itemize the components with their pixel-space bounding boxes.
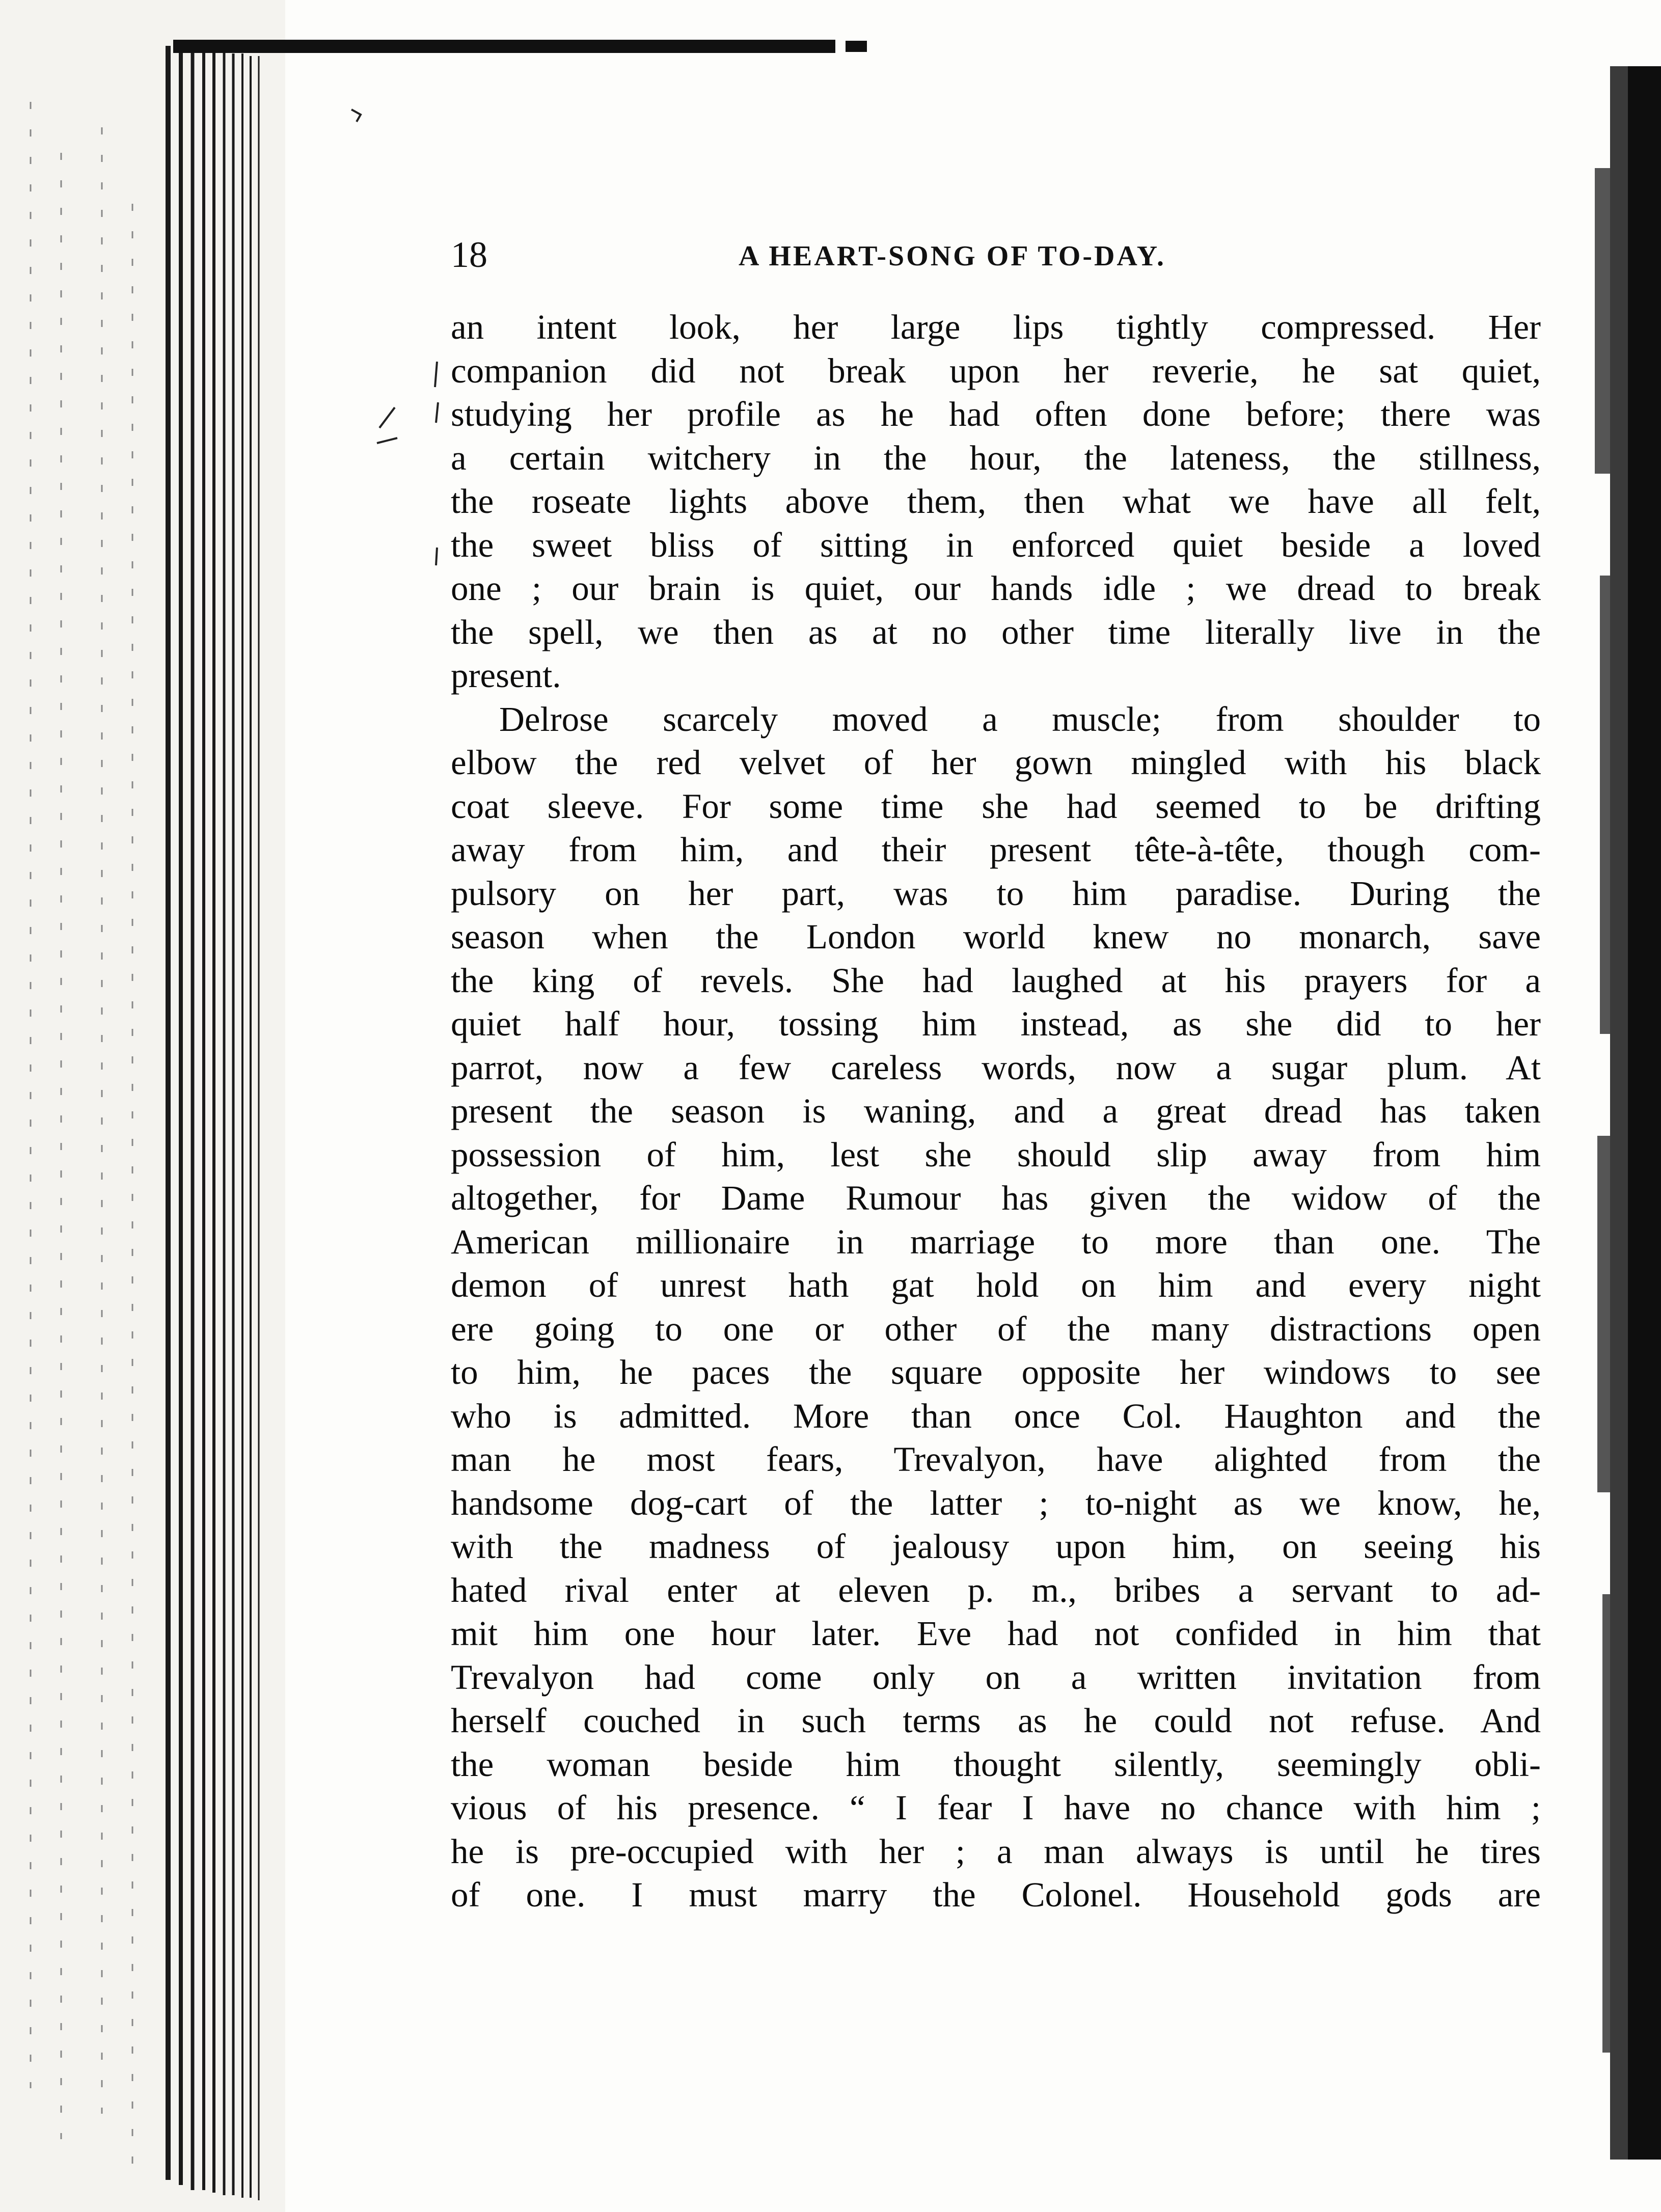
text-line: a certain witchery in the hour, the lateness, the stillness, (451, 438, 1541, 477)
text-line: handsome dog-cart of the latter ; to-night as we know, he, (451, 1483, 1541, 1522)
text-line: with the madness of jealousy upon him, on seeing his (451, 1527, 1541, 1566)
text-line: companion did not break upon her reverie, he sat quiet, (451, 351, 1541, 390)
text-line: mit him one hour later. Eve had not confided in him that (451, 1614, 1541, 1653)
text-line: an intent look, her large lips tightly compressed. Her (451, 308, 1541, 346)
text-line: ere going to one or other of the many distractions open (451, 1309, 1541, 1348)
text-line: hated rival enter at eleven p. m., bribes a servant to ad- (451, 1570, 1541, 1609)
text-line: coat sleeve. For some time she had seemed to be drifting (451, 786, 1541, 826)
text-line: the sweet bliss of sitting in enforced quiet beside a loved (451, 525, 1541, 564)
text-line: one ; our brain is quiet, our hands idle ; we dread to break (451, 569, 1541, 608)
text-line: altogether, for Dame Rumour has given the widow of the (451, 1179, 1541, 1217)
text-line: the spell, we then as at no other time literally live in the (451, 612, 1541, 651)
text-line: present the season is waning, and a great dread has taken (451, 1091, 1541, 1130)
text-line: Delrose scarcely moved a muscle; from shoulder to (499, 699, 1541, 739)
top-border-rule (173, 40, 835, 53)
top-border-mark (846, 41, 867, 52)
running-title: A HEART-SONG OF TO-DAY. (739, 240, 1166, 272)
text-line: possession of him, lest she should slip away from him (451, 1135, 1541, 1174)
text-line: pulsory on her part, was to him paradise. During the (451, 873, 1541, 913)
text-line: season when the London world knew no monarch, save (451, 917, 1541, 956)
text-line: herself couched in such terms as he could not refuse. And (451, 1701, 1541, 1740)
text-line: the king of revels. She had laughed at his prayers for a (451, 961, 1541, 1000)
text-line: demon of unrest hath gat hold on him and every night (451, 1266, 1541, 1304)
text-line: who is admitted. More than once Col. Haughton and the (451, 1396, 1541, 1435)
text-line: of one. I must marry the Colonel. Household gods are (451, 1875, 1541, 1914)
text-line: the roseate lights above them, then what we have all felt, (451, 482, 1541, 521)
text-line: man he most fears, Trevalyon, have alighted from the (451, 1440, 1541, 1479)
binding-edge (0, 0, 285, 2212)
text-line: Trevalyon had come only on a written invitation from (451, 1657, 1541, 1697)
running-head (451, 232, 1235, 278)
text-line: parrot, now a few careless words, now a sugar plum. At (451, 1048, 1541, 1087)
text-line: quiet half hour, tossing him instead, as she did to her (451, 1004, 1541, 1043)
text-line: American millionaire in marriage to more than one. The (451, 1222, 1541, 1261)
text-line: away from him, and their present tête-à-tête, though com- (451, 830, 1541, 869)
page-number: 18 (451, 234, 487, 275)
text-line: studying her profile as he had often done before; there was (451, 395, 1541, 433)
text-line: to him, he paces the square opposite her windows to see (451, 1353, 1541, 1391)
body-text (451, 306, 1541, 1917)
text-line: he is pre-occupied with her ; a man always is until he tires (451, 1832, 1541, 1871)
text-line: present. (451, 656, 561, 695)
text-line: elbow the red velvet of her gown mingled with his black (451, 743, 1541, 782)
right-page-edge (1559, 66, 1661, 2160)
text-line: vious of his presence. “ I fear I have no chance with him ; (451, 1788, 1541, 1827)
text-line: the woman beside him thought silently, seemingly obli- (451, 1744, 1541, 1784)
